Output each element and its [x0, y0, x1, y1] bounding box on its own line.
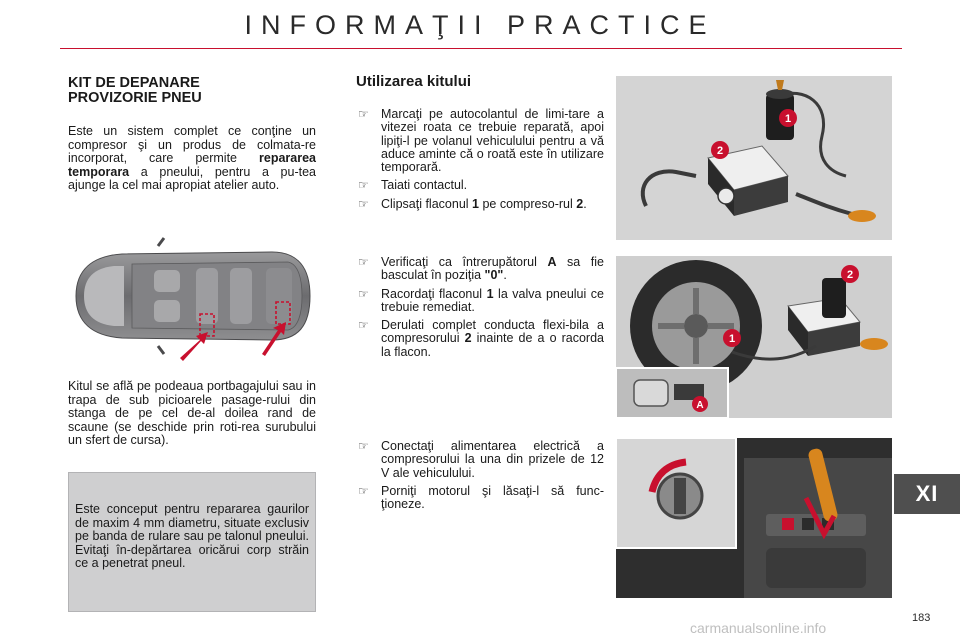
steps-group-1: [358, 108, 604, 216]
power-socket-photo: [616, 438, 892, 598]
step-ref: 1: [486, 286, 494, 301]
intro-text-a: Este un sistem complet ce conţine un compresor şi un produs de colmata-re incorporat, care permite: [68, 124, 316, 165]
steps-group-2: [358, 256, 604, 364]
step-text: .: [583, 196, 587, 211]
step-start-engine: [358, 485, 604, 512]
chapter-tab-label: XI: [915, 481, 939, 506]
pointing-hand-icon: ☞: [358, 439, 369, 453]
callout-1-label: 1: [728, 333, 736, 345]
step-text: pe compreso-rul: [478, 196, 577, 211]
step-ignition-off: [358, 179, 604, 192]
pointing-hand-icon: ☞: [358, 107, 369, 121]
pointing-hand-icon: ☞: [358, 178, 369, 193]
callout-a-label: A: [696, 400, 704, 411]
step-text: Racordaţi flaconul: [381, 286, 487, 301]
step-text: la valva pneului ce trebuie remediat.: [381, 286, 604, 314]
pointing-hand-icon: ☞: [358, 255, 369, 269]
watermark: carmanualsonline.info: [690, 620, 827, 636]
wheel-connection-photo: [616, 256, 892, 418]
step-text: Verificaţi ca întrerupătorul: [381, 255, 548, 269]
callout-1-label: 1: [784, 113, 792, 125]
step-text: Conectaţi alimentarea electrică a compresorului la una din prizele de 12 V ale vehiculului.: [381, 439, 604, 480]
intro-paragraph: [68, 125, 316, 193]
intro-bold-text: repararea temporara: [68, 151, 316, 179]
step-ref: "0": [484, 268, 504, 283]
section-title-line-1: KIT DE DEPANARE: [68, 75, 200, 91]
step-text: inainte de a o racorda la flacon.: [381, 331, 604, 359]
title-divider: [60, 48, 902, 49]
step-text: Taiati contactul.: [381, 178, 468, 193]
note-text: Este conceput pentru repararea gaurilor de maxim 4 mm diametru, situate exclusiv pe banda de rulare sau pe talonul pneului. Evitaţi în-depărtarea oricărui corp străin ce a penetrat pneul.: [75, 502, 309, 570]
section-title-line-2: PROVIZORIE PNEU: [68, 90, 202, 106]
callout-2-label: 2: [716, 145, 724, 157]
location-paragraph: Kitul se află pe podeaua portbagajului sau in trapa de sub picioarele pasage-rului din stanga de pe cel de-al doilea rand de scaune (se deschide prin roti-rea surubului un sfert de cursa).: [68, 379, 316, 447]
step-check-switch: [358, 256, 604, 283]
callout-2-label: 2: [846, 269, 854, 281]
step-text: Marcaţi pe autocolantul de limi-tare a vitezei roata ce trebuie reparată, apoi lipiţi-l pe volanul vehiculului pentru a vă aduce aminte că o roată este în utilizare temporară.: [381, 107, 604, 175]
step-unroll-hose: [358, 319, 604, 359]
section-title: [68, 76, 288, 106]
step-ref: A: [547, 255, 557, 269]
step-ref: 2: [576, 196, 584, 211]
step-text: Derulati complet conducta flexi-bila a compresorului: [381, 318, 604, 346]
steps-group-3: [358, 440, 604, 516]
step-text: .: [503, 268, 507, 283]
step-ref: 2: [464, 331, 472, 346]
page-number: 183: [912, 612, 931, 624]
pointing-hand-icon: ☞: [358, 483, 369, 498]
step-connect-valve: [358, 288, 604, 315]
pointing-hand-icon: ☞: [358, 318, 369, 333]
pointing-hand-icon: ☞: [358, 196, 369, 211]
step-connect-power: [358, 440, 604, 480]
step-text: Porniţi motorul şi lăsaţi-l să func-ţioneze.: [381, 483, 604, 512]
pointing-hand-icon: ☞: [358, 286, 369, 301]
step-ref: 1: [472, 196, 479, 211]
step-text: sa fie basculat în poziţia: [381, 255, 604, 283]
car-topview-illustration: [62, 234, 318, 364]
intro-text-b: a pneului, pentru a pu-tea ajunge la cel mai apropiat atelier auto.: [68, 164, 316, 192]
compressor-kit-photo: [616, 76, 892, 240]
step-mark-wheel: [358, 108, 604, 174]
step-text: Clipsaţi flaconul: [381, 196, 473, 211]
usage-title: Utilizarea kitului: [356, 73, 472, 90]
page-title: INFORMAŢII PRACTICE: [244, 10, 716, 40]
chapter-tab: [894, 474, 960, 514]
step-clip-bottle: [358, 198, 604, 211]
note-box: [68, 472, 316, 612]
